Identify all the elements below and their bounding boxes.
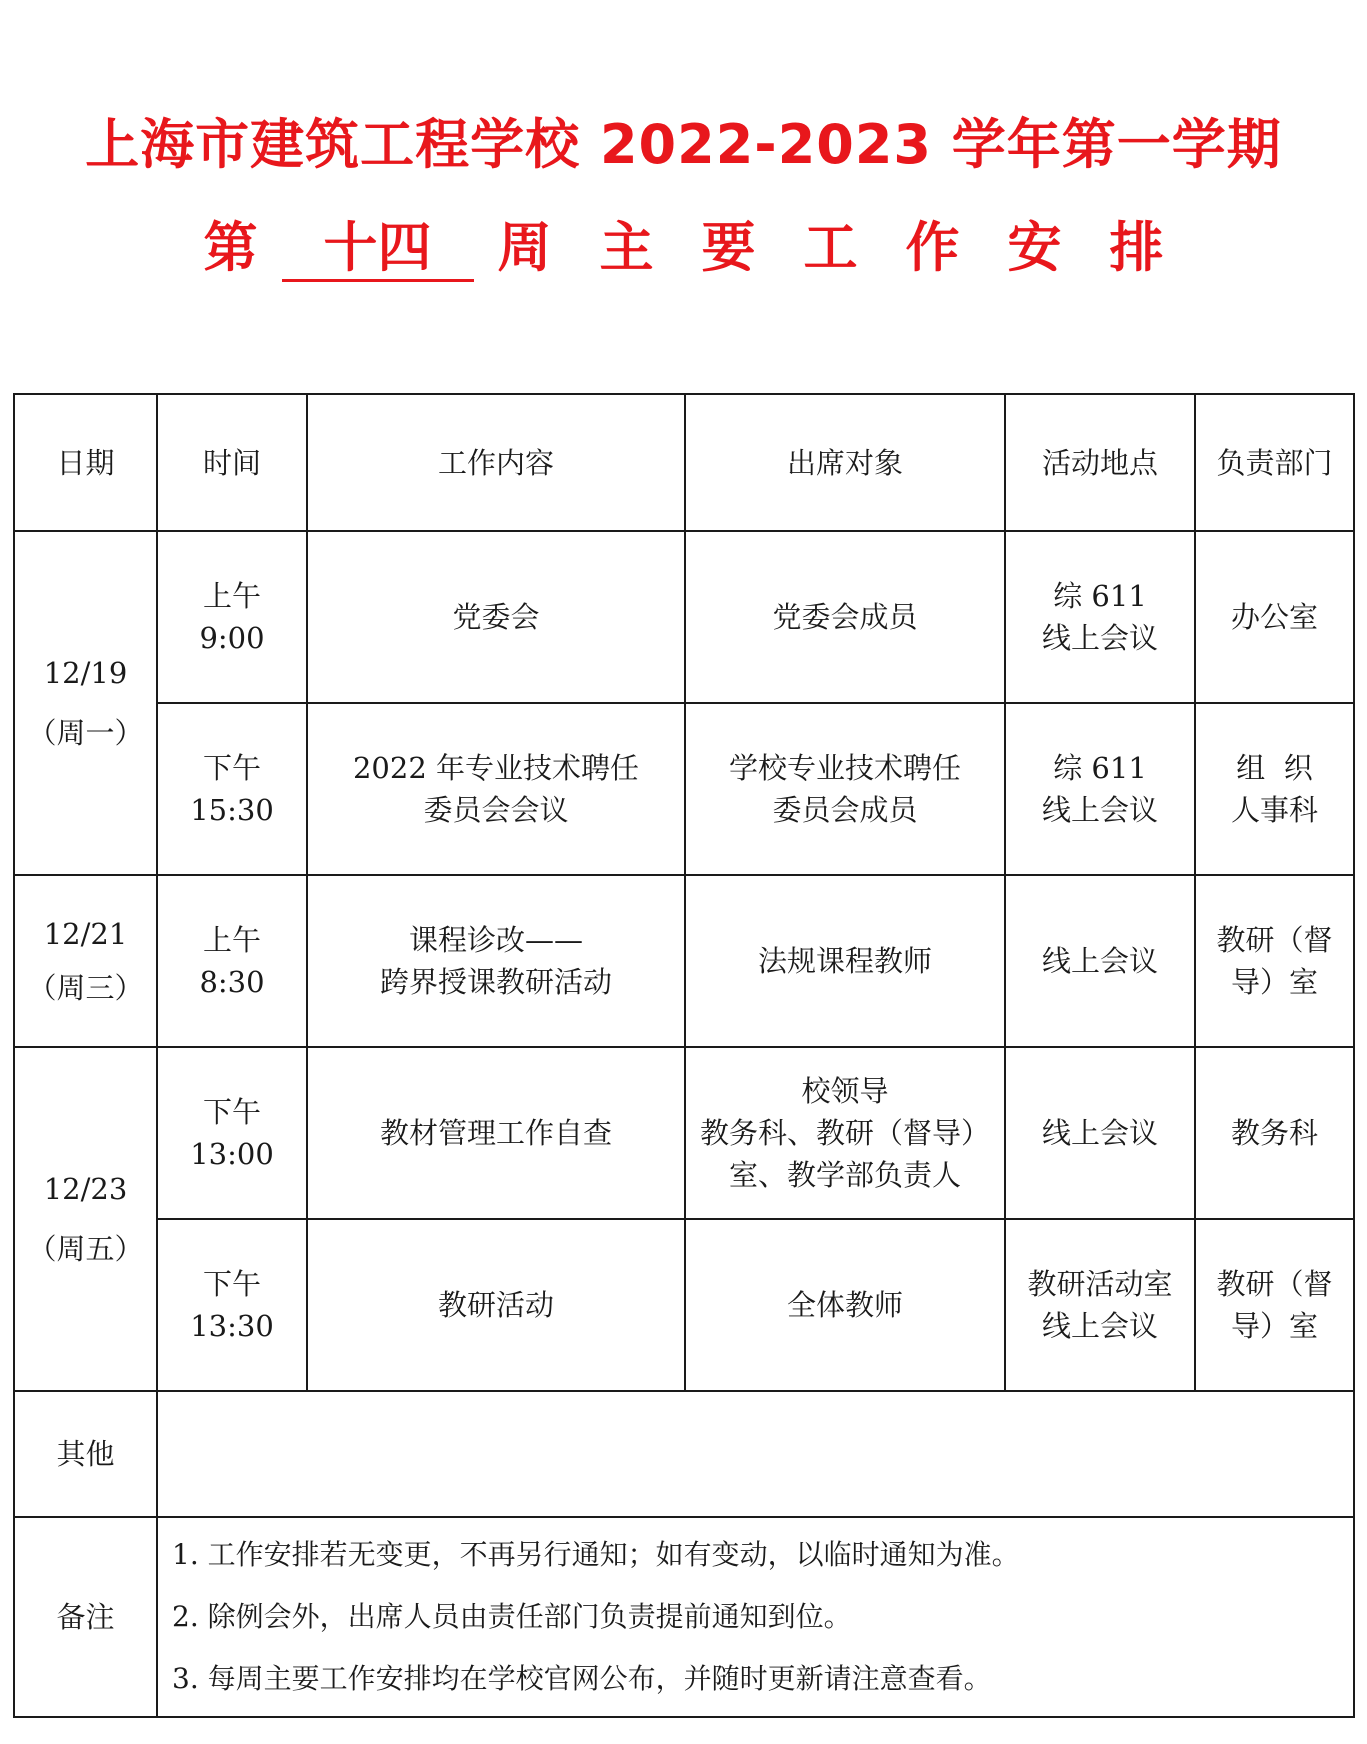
header-content: 工作内容 xyxy=(307,394,685,531)
location-line: 教研活动室 xyxy=(1027,1267,1173,1301)
time-period: 上午 xyxy=(202,579,261,613)
week-number: 十四 xyxy=(282,217,474,282)
time-clock: 15:30 xyxy=(190,793,274,827)
time-cell xyxy=(157,875,307,1047)
location-cell xyxy=(1005,1047,1195,1219)
content-cell xyxy=(307,703,685,875)
note-item: 2. 除例会外，出席人员由责任部门负责提前通知到位。 xyxy=(172,1600,852,1633)
time-clock: 9:00 xyxy=(199,621,265,655)
time-period: 上午 xyxy=(202,923,261,957)
notes-label: 备注 xyxy=(14,1517,157,1717)
time-cell xyxy=(157,1047,307,1219)
location-cell xyxy=(1005,531,1195,703)
location-cell xyxy=(1005,703,1195,875)
content-cell xyxy=(307,1047,685,1219)
location-line: 线上会议 xyxy=(1041,1309,1158,1343)
content-line: 教研活动 xyxy=(437,1288,554,1322)
title-char: 排 xyxy=(1109,216,1164,279)
department-line: 教研（督 xyxy=(1216,923,1333,957)
location-line: 线上会议 xyxy=(1041,621,1158,655)
location-line: 线上会议 xyxy=(1041,944,1158,978)
header-location: 活动地点 xyxy=(1005,394,1195,531)
location-line: 综 611 xyxy=(1053,579,1147,613)
table-row xyxy=(14,1219,1354,1391)
date: 12/23 xyxy=(43,1172,128,1206)
attendees-cell xyxy=(685,703,1005,875)
document-title: 上海市建筑工程学校 2022-2023 学年第一学期 xyxy=(85,113,1282,176)
attendees-line: 教务科、教研（督导） xyxy=(699,1116,990,1150)
department-cell xyxy=(1195,703,1354,875)
department-line: 导）室 xyxy=(1230,1309,1318,1343)
notes-row xyxy=(14,1517,1354,1717)
attendees-line: 委员会成员 xyxy=(772,793,918,827)
weekday: （周五） xyxy=(27,1232,144,1266)
header-time: 时间 xyxy=(157,394,307,531)
department-line: 教务科 xyxy=(1230,1116,1318,1150)
department-cell xyxy=(1195,1047,1354,1219)
time-cell xyxy=(157,1219,307,1391)
schedule-table xyxy=(13,393,1355,1718)
title-char: 工 xyxy=(803,216,858,279)
table-row xyxy=(14,875,1354,1047)
week-title xyxy=(0,213,1367,283)
content-cell xyxy=(307,1219,685,1391)
attendees-line: 全体教师 xyxy=(786,1288,903,1322)
attendees-line: 法规课程教师 xyxy=(757,944,932,978)
content-cell xyxy=(307,531,685,703)
location-cell xyxy=(1005,875,1195,1047)
other-row xyxy=(14,1391,1354,1517)
notes-cell xyxy=(157,1517,1354,1717)
location-line: 线上会议 xyxy=(1041,1116,1158,1150)
table-row xyxy=(14,531,1354,703)
table-row xyxy=(14,703,1354,875)
content-line: 教材管理工作自查 xyxy=(379,1116,612,1150)
note-item: 1. 工作安排若无变更，不再另行通知；如有变动，以临时通知为准。 xyxy=(172,1538,1020,1571)
department-line: 组 织 xyxy=(1236,751,1313,785)
department-line: 人事科 xyxy=(1230,793,1318,827)
location-line: 线上会议 xyxy=(1041,793,1158,827)
attendees-cell xyxy=(685,1219,1005,1391)
time-clock: 13:00 xyxy=(190,1137,274,1171)
date-cell xyxy=(14,875,157,1047)
time-period: 下午 xyxy=(202,1095,261,1129)
title-char: 周 xyxy=(497,216,552,279)
header-attendees: 出席对象 xyxy=(685,394,1005,531)
title-char: 作 xyxy=(905,216,960,279)
time-clock: 8:30 xyxy=(199,965,265,999)
other-label: 其他 xyxy=(14,1391,157,1517)
other-value xyxy=(157,1391,1354,1517)
time-period: 下午 xyxy=(202,1267,261,1301)
content-line: 2022 年专业技术聘任 xyxy=(352,751,640,785)
department-line: 教研（督 xyxy=(1216,1267,1333,1301)
department-cell xyxy=(1195,531,1354,703)
date-cell xyxy=(14,1047,157,1391)
attendees-line: 学校专业技术聘任 xyxy=(728,751,961,785)
time-cell xyxy=(157,703,307,875)
title-char: 安 xyxy=(1007,216,1062,279)
attendees-line: 室、教学部负责人 xyxy=(728,1158,961,1192)
table-row xyxy=(14,1047,1354,1219)
weekday: （周一） xyxy=(27,716,144,750)
attendees-cell xyxy=(685,875,1005,1047)
time-clock: 13:30 xyxy=(190,1309,274,1343)
title-char: 要 xyxy=(701,216,756,279)
content-line: 委员会会议 xyxy=(423,793,569,827)
location-line: 综 611 xyxy=(1053,751,1147,785)
week-prefix: 第 xyxy=(203,216,258,279)
location-cell xyxy=(1005,1219,1195,1391)
title-char: 主 xyxy=(599,216,654,279)
content-cell xyxy=(307,875,685,1047)
attendees-cell xyxy=(685,1047,1005,1219)
weekday: （周三） xyxy=(27,971,144,1005)
date: 12/21 xyxy=(43,917,128,951)
time-cell xyxy=(157,531,307,703)
content-line: 课程诊改—— xyxy=(408,923,583,957)
department-line: 办公室 xyxy=(1230,600,1318,634)
department-line: 导）室 xyxy=(1230,965,1318,999)
note-item: 3. 每周主要工作安排均在学校官网公布，并随时更新请注意查看。 xyxy=(172,1662,992,1695)
attendees-cell xyxy=(685,531,1005,703)
date-cell xyxy=(14,531,157,875)
date: 12/19 xyxy=(43,656,128,690)
attendees-line: 党委会成员 xyxy=(772,600,918,634)
department-cell xyxy=(1195,875,1354,1047)
header-department: 负责部门 xyxy=(1195,394,1354,531)
header-date: 日期 xyxy=(14,394,157,531)
header-row xyxy=(14,394,1354,531)
content-line: 跨界授课教研活动 xyxy=(379,965,612,999)
attendees-line: 校领导 xyxy=(801,1074,889,1108)
content-line: 党委会 xyxy=(452,600,540,634)
department-cell xyxy=(1195,1219,1354,1391)
time-period: 下午 xyxy=(202,751,261,785)
